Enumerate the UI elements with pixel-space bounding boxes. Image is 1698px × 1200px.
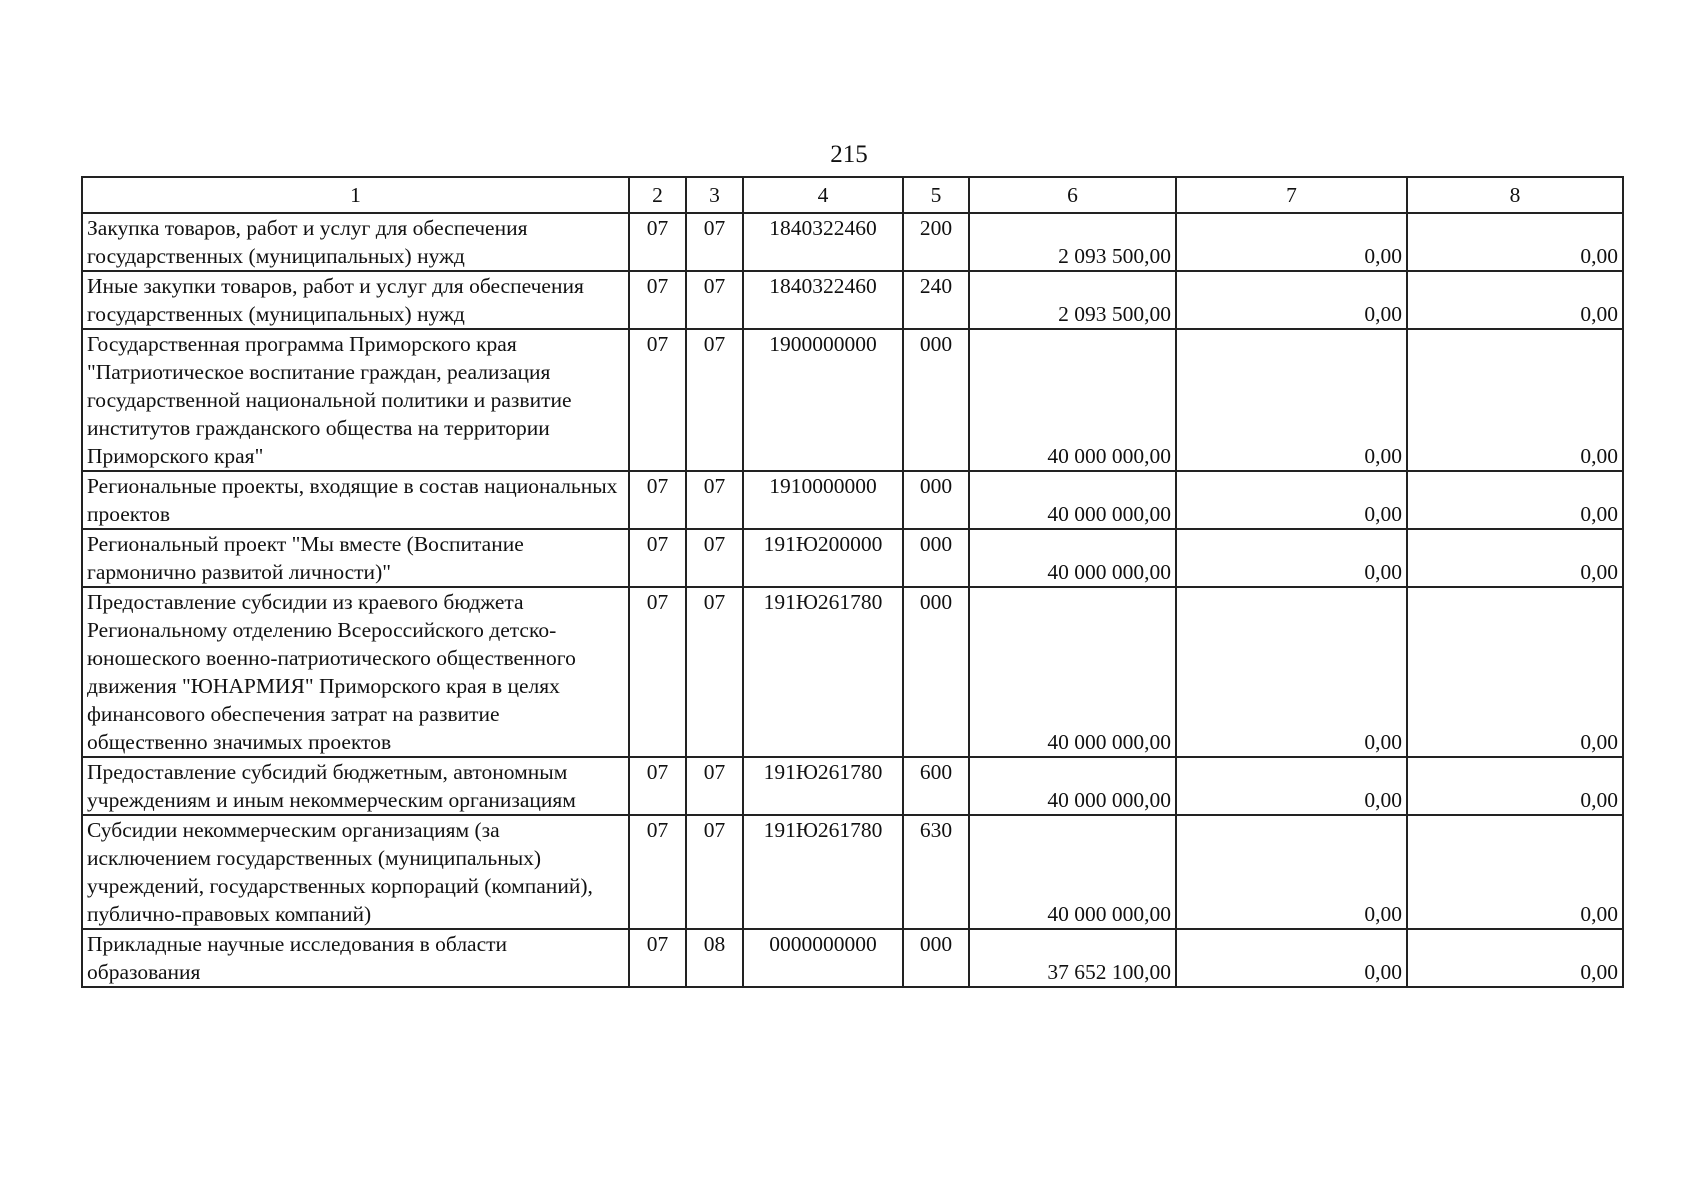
row-target-code: 1840322460 [743, 271, 903, 329]
column-header-8: 8 [1407, 177, 1623, 213]
column-header-2: 2 [629, 177, 686, 213]
row-amount-7: 0,00 [1176, 213, 1407, 271]
row-amount-6: 2 093 500,00 [969, 271, 1176, 329]
row-amount-6: 40 000 000,00 [969, 815, 1176, 929]
row-section: 07 [629, 815, 686, 929]
row-section: 07 [629, 929, 686, 987]
row-name: Предоставление субсидии из краевого бюджета Региональному отделению Всероссийского детско-юношеского военно-патриотического общественного движения "ЮНАРМИЯ" Приморского края в целях финансового обеспечения затрат на развитие общественно значимых проектов [82, 587, 629, 757]
row-subsection: 07 [686, 529, 743, 587]
row-target-code: 191Ю261780 [743, 757, 903, 815]
row-amount-6: 40 000 000,00 [969, 757, 1176, 815]
table-row [82, 329, 1623, 471]
table-row [82, 929, 1623, 987]
row-expense-type: 000 [903, 471, 969, 529]
column-header-5: 5 [903, 177, 969, 213]
row-expense-type: 000 [903, 529, 969, 587]
row-amount-8: 0,00 [1407, 213, 1623, 271]
row-section: 07 [629, 471, 686, 529]
row-amount-7: 0,00 [1176, 529, 1407, 587]
column-header-7: 7 [1176, 177, 1407, 213]
row-expense-type: 600 [903, 757, 969, 815]
row-subsection: 07 [686, 815, 743, 929]
row-amount-8: 0,00 [1407, 815, 1623, 929]
column-header-3: 3 [686, 177, 743, 213]
header-row [82, 177, 1623, 213]
row-expense-type: 630 [903, 815, 969, 929]
row-target-code: 1900000000 [743, 329, 903, 471]
row-section: 07 [629, 329, 686, 471]
row-target-code: 1910000000 [743, 471, 903, 529]
row-subsection: 07 [686, 587, 743, 757]
row-name: Субсидии некоммерческим организациям (за исключением государственных (муниципальных) учреждений, государственных корпораций (компаний), публично-правовых компаний) [82, 815, 629, 929]
table-row [82, 815, 1623, 929]
row-amount-6: 40 000 000,00 [969, 587, 1176, 757]
row-amount-8: 0,00 [1407, 271, 1623, 329]
row-amount-6: 40 000 000,00 [969, 529, 1176, 587]
table-row [82, 213, 1623, 271]
row-target-code: 191Ю200000 [743, 529, 903, 587]
row-name: Региональный проект "Мы вместе (Воспитание гармонично развитой личности)" [82, 529, 629, 587]
row-expense-type: 240 [903, 271, 969, 329]
row-target-code: 191Ю261780 [743, 815, 903, 929]
row-amount-8: 0,00 [1407, 329, 1623, 471]
row-amount-7: 0,00 [1176, 587, 1407, 757]
row-name: Региональные проекты, входящие в состав национальных проектов [82, 471, 629, 529]
row-name: Государственная программа Приморского края "Патриотическое воспитание граждан, реализация государственной национальной политики и развитие институтов гражданского общества на территории Приморского края" [82, 329, 629, 471]
row-section: 07 [629, 213, 686, 271]
row-amount-6: 2 093 500,00 [969, 213, 1176, 271]
table-row [82, 471, 1623, 529]
row-name: Предоставление субсидий бюджетным, автономным учреждениям и иным некоммерческим организациям [82, 757, 629, 815]
row-target-code: 191Ю261780 [743, 587, 903, 757]
row-amount-7: 0,00 [1176, 271, 1407, 329]
row-name: Прикладные научные исследования в области образования [82, 929, 629, 987]
row-expense-type: 000 [903, 929, 969, 987]
budget-table [81, 176, 1624, 988]
row-amount-7: 0,00 [1176, 757, 1407, 815]
row-subsection: 07 [686, 471, 743, 529]
row-subsection: 07 [686, 757, 743, 815]
row-amount-8: 0,00 [1407, 529, 1623, 587]
row-amount-8: 0,00 [1407, 471, 1623, 529]
column-header-4: 4 [743, 177, 903, 213]
row-amount-6: 40 000 000,00 [969, 329, 1176, 471]
row-amount-8: 0,00 [1407, 929, 1623, 987]
row-amount-8: 0,00 [1407, 587, 1623, 757]
table-row [82, 587, 1623, 757]
row-name: Иные закупки товаров, работ и услуг для обеспечения государственных (муниципальных) нужд [82, 271, 629, 329]
row-section: 07 [629, 529, 686, 587]
row-subsection: 08 [686, 929, 743, 987]
row-expense-type: 000 [903, 329, 969, 471]
row-subsection: 07 [686, 329, 743, 471]
page-number: 215 [830, 141, 868, 168]
row-subsection: 07 [686, 213, 743, 271]
row-amount-7: 0,00 [1176, 815, 1407, 929]
row-target-code: 1840322460 [743, 213, 903, 271]
row-section: 07 [629, 271, 686, 329]
column-header-6: 6 [969, 177, 1176, 213]
table-row [82, 529, 1623, 587]
row-subsection: 07 [686, 271, 743, 329]
row-target-code: 0000000000 [743, 929, 903, 987]
row-amount-6: 37 652 100,00 [969, 929, 1176, 987]
row-amount-7: 0,00 [1176, 471, 1407, 529]
table-row [82, 271, 1623, 329]
row-amount-7: 0,00 [1176, 929, 1407, 987]
row-section: 07 [629, 757, 686, 815]
row-section: 07 [629, 587, 686, 757]
table-row [82, 757, 1623, 815]
row-amount-8: 0,00 [1407, 757, 1623, 815]
column-header-1: 1 [82, 177, 629, 213]
row-name: Закупка товаров, работ и услуг для обеспечения государственных (муниципальных) нужд [82, 213, 629, 271]
row-amount-6: 40 000 000,00 [969, 471, 1176, 529]
row-expense-type: 000 [903, 587, 969, 757]
row-expense-type: 200 [903, 213, 969, 271]
row-amount-7: 0,00 [1176, 329, 1407, 471]
